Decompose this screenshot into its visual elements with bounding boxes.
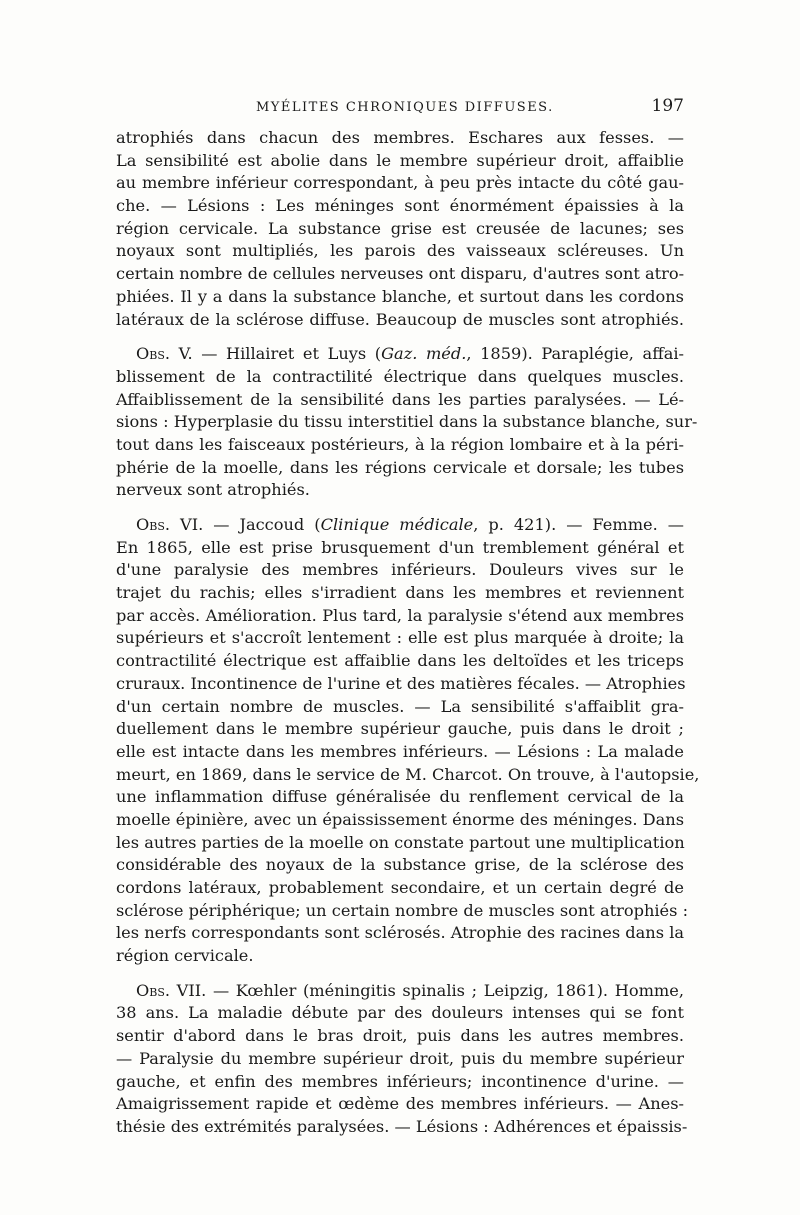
text-line: trajet du rachis; elles s'irradient dans les membres et reviennent — [116, 583, 684, 603]
text-line: les nerfs correspondants sont sclérosés. Atrophie des racines dans la — [116, 923, 685, 943]
text-line: atrophiés dans chacun des membres. Eschares aux fesses. — — [116, 128, 684, 147]
citation: Clinique médicale — [320, 515, 474, 534]
text-line: par accès. Amélioration. Plus tard, la paralysie s'étend aux membres — [116, 605, 684, 625]
observation-label: Obs. VII. — [136, 980, 207, 1000]
text-line: cruraux. Incontinence de l'urine et des matières fécales. — Atrophies — [116, 673, 686, 693]
heading-text: — Jaccoud ( — [213, 515, 321, 534]
text-line: Affaiblissement de la sensibilité dans les parties paralysées. — Lé- — [116, 389, 684, 409]
text-line: phérie de la moelle, dans les régions cervicale et dorsale; les tubes — [116, 457, 684, 477]
text-line: sions : Hyperplasie du tissu interstitiel dans la substance blanche, sur- — [116, 412, 698, 432]
text-line: noyaux sont multipliés, les parois des vaisseaux scléreuses. Un — [116, 241, 684, 261]
text-line: d'une paralysie des membres inférieurs. Douleurs vives sur le — [116, 560, 684, 580]
heading-text: — Kœhler (méningitis spinalis ; Leipzig, 1861). Homme, — [212, 980, 684, 1000]
text-line: La sensibilité est abolie dans le membre supérieur droit, affaiblie — [116, 150, 684, 170]
observation-5 — [116, 343, 698, 502]
text-line: nerveux sont atrophiés. — [116, 480, 310, 500]
text-line: 38 ans. La maladie débute par des douleurs intenses qui se font — [116, 1003, 684, 1023]
text-line: blissement de la contractilité électrique dans quelques muscles. — [116, 366, 684, 386]
citation: Gaz. méd. — [381, 344, 467, 364]
text-line: une inflammation diffuse généralisée du renflement cervical de la — [116, 787, 684, 807]
text-line: tout dans les faisceaux postérieurs, à la région lombaire et à la péri- — [116, 434, 684, 454]
heading-text: — Hillairet et Luys ( — [201, 344, 382, 364]
running-title: MYÉLITES CHRONIQUES DIFFUSES. — [256, 100, 554, 115]
text-line: sentir d'abord dans le bras droit, puis dans les autres membres. — [116, 1026, 684, 1046]
text-line: elle est intacte dans les membres inférieurs. — Lésions : La malade — [116, 741, 684, 761]
text-line: certain nombre de cellules nerveuses ont disparu, d'autres sont atro- — [116, 264, 685, 284]
text-line: région cervicale. — [116, 946, 254, 966]
paragraph-continuation — [116, 127, 684, 331]
text-line: moelle épinière, avec un épaississement énorme des méninges. Dans — [116, 809, 684, 829]
text-line: meurt, en 1869, dans le service de M. Charcot. On trouve, à l'autopsie, — [116, 764, 700, 784]
running-head — [116, 96, 684, 120]
text-line: cordons latéraux, probablement secondaire, et un certain degré de — [116, 878, 684, 897]
text-body — [116, 127, 700, 1139]
text-line: latéraux de la sclérose diffuse. Beaucoup de muscles sont atrophiés. — [116, 309, 684, 329]
text-line: région cervicale. La substance grise est creusée de lacunes; ses — [116, 218, 684, 238]
text-line: sclérose périphérique; un certain nombre de muscles sont atrophiés : — [116, 900, 689, 920]
observation-label: Obs. V. — [136, 344, 193, 364]
text-line: au membre inférieur correspondant, à peu près intacte du côté gau- — [116, 173, 684, 193]
page-number: 197 — [651, 96, 684, 116]
text-line: Amaigrissement rapide et œdème des membres inférieurs. — Anes- — [116, 1094, 684, 1114]
observation-heading-line — [116, 514, 684, 537]
text-line: les autres parties de la moelle on constate partout une multiplication — [116, 832, 685, 852]
text-line: phiées. Il y a dans la substance blanche, et surtout dans les cordons — [116, 286, 684, 306]
text-line: che. — Lésions : Les méninges sont énormément épaissies à la — [116, 196, 684, 216]
heading-text: , 1859). Paraplégie, affai- — [466, 344, 684, 364]
heading-text: , p. 421). — Femme. — — [473, 515, 684, 534]
text-line: En 1865, elle est prise brusquement d'un tremblement général et — [116, 537, 684, 557]
observation-heading-line — [116, 980, 684, 1003]
text-line: — Paralysie du membre supérieur droit, puis du membre supérieur — [116, 1048, 684, 1068]
text-line: contractilité électrique est affaiblie dans les deltoïdes et les triceps — [116, 651, 684, 671]
observation-heading-line — [116, 343, 684, 366]
observation-6 — [116, 514, 700, 968]
text-line: d'un certain nombre de muscles. — La sensibilité s'affaiblit gra- — [116, 696, 684, 716]
observation-label: Obs. VI. — [136, 515, 204, 534]
text-line: thésie des extrémités paralysées. — Lésions : Adhérences et épaissis- — [116, 1116, 688, 1136]
observation-7 — [116, 980, 688, 1139]
text-line: supérieurs et s'accroît lentement : elle est plus marquée à droite; la — [116, 628, 684, 648]
text-line: considérable des noyaux de la substance grise, de la sclérose des — [116, 855, 684, 875]
text-line: gauche, et enfin des membres inférieurs; incontinence d'urine. — — [116, 1071, 684, 1091]
text-line: duellement dans le membre supérieur gauche, puis dans le droit ; — [116, 719, 684, 739]
